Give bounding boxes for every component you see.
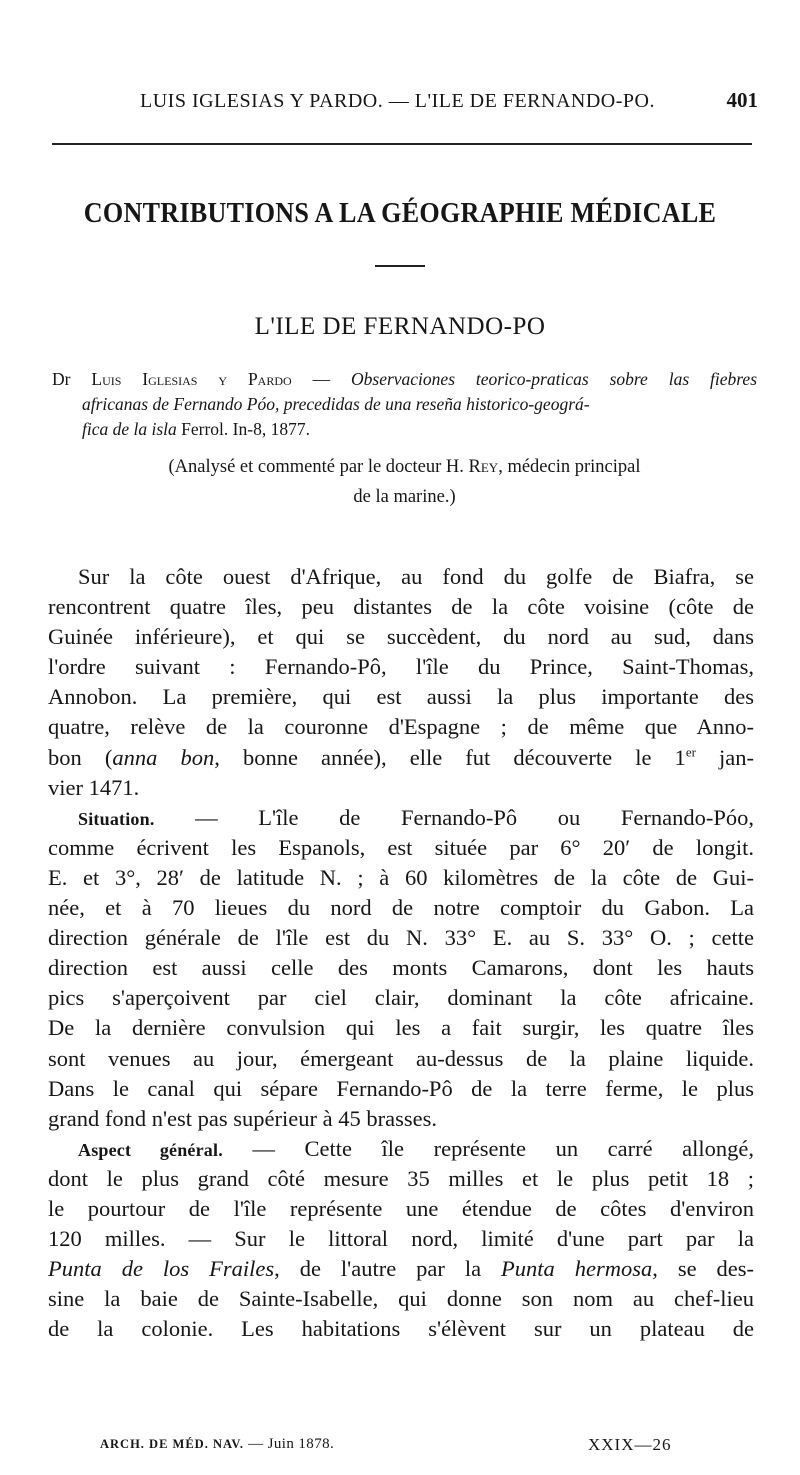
analysis-line: de la marine.) xyxy=(353,487,456,507)
footer-journal: ARCH. DE MÉD. NAV. — Juin 1878. xyxy=(100,1436,335,1452)
text-line: direction générale de l'île est du N. 33° E. au S. 33° O. ; cette xyxy=(48,925,754,951)
reference-line: Dr Luis Iglesias y Pardo — Observaciones teorico-praticas sobre las fiebres xyxy=(52,369,758,389)
analysis-line: (Analysé et commenté par le docteur H. Rey, médecin principal xyxy=(168,457,641,477)
page-number: 401 xyxy=(726,88,758,112)
text-line: le pourtour de l'île représente une étendue de côtes d'environ xyxy=(48,1195,754,1221)
text-line: Annobon. La première, qui est aussi la plus importante des xyxy=(48,684,754,710)
text-line: Punta de los Frailes, de l'autre par la Punta hermosa, se des- xyxy=(48,1256,755,1282)
section-lead-aspect: Aspect général. xyxy=(78,1139,223,1160)
text-line: E. et 3°, 28′ de latitude N. ; à 60 kilomètres de la côte de Gui- xyxy=(48,864,754,890)
text-line: l'ordre suivant : Fernando-Pô, l'île du Prince, Saint-Thomas, xyxy=(48,654,754,680)
article-title: CONTRIBUTIONS A LA GÉOGRAPHIE MÉDICALE xyxy=(83,197,717,229)
text-line: née, et à 70 lieues du nord de notre comptoir du Gabon. La xyxy=(48,895,754,921)
reference-line: africanas de Fernando Póo, precedidas de una reseña historico-geográ- xyxy=(82,394,590,414)
text-line: rencontrent quatre îles, peu distantes de la côte voisine (côte de xyxy=(48,594,754,620)
text-line: Sur la côte ouest d'Afrique, au fond du golfe de Biafra, se xyxy=(78,564,754,589)
title-divider xyxy=(375,265,425,267)
reference-work-title: Observaciones teorico-praticas sobre las fiebres xyxy=(351,369,758,389)
text-line: sont venues au jour, émergeant au-dessus de la plaine liquide. xyxy=(48,1045,754,1071)
reference-author: Luis Iglesias y Pardo xyxy=(91,369,292,389)
running-head: LUIS IGLESIAS Y PARDO. — L'ILE DE FERNANDO-PO. xyxy=(140,90,655,112)
reference-publication: Ferrol. In-8, 1877. xyxy=(176,419,310,439)
text-line: direction est aussi celle des monts Camarons, dont les hauts xyxy=(48,955,754,981)
section-lead-situation: Situation. xyxy=(78,808,155,829)
bibliographic-reference xyxy=(52,367,757,442)
text-line: De la dernière convulsion qui les a fait surgir, les quatre îles xyxy=(48,1015,754,1041)
article-subtitle: L'ILE DE FERNANDO-PO xyxy=(254,313,546,340)
text-line: de la colonie. Les habitations s'élèvent sur un plateau de xyxy=(48,1316,754,1342)
text-line: Dans le canal qui sépare Fernando-Pô de la terre ferme, le plus xyxy=(48,1075,754,1101)
text-line: Aspect général. — Cette île représente un carré allongé, xyxy=(78,1135,754,1161)
text-line: 120 milles. — Sur le littoral nord, limité d'une part par la xyxy=(48,1226,754,1252)
footer-signature: XXIX—26 xyxy=(588,1435,672,1454)
text-line: dont le plus grand côté mesure 35 milles et le plus petit 18 ; xyxy=(48,1165,754,1191)
text-line: vier 1471. xyxy=(48,774,140,800)
header-rule xyxy=(52,143,752,145)
text-line: sine la baie de Sainte-Isabelle, qui donne son nom au chef-lieu xyxy=(48,1286,754,1312)
text-line: Guinée inférieure), et qui se succèdent, du nord au sud, dans xyxy=(48,624,754,650)
analysis-note xyxy=(52,452,757,512)
text-line: grand fond n'est pas supérieur à 45 brasses. xyxy=(48,1105,437,1131)
text-line: bon (anna bon, bonne année), elle fut découverte le 1er jan- xyxy=(48,744,755,770)
reviewer-name: Rey xyxy=(468,457,499,477)
text-line: quatre, relève de la couronne d'Espagne ; de même que Anno- xyxy=(48,714,754,740)
reference-prefix: Dr xyxy=(52,369,71,389)
text-line: pics s'aperçoivent par ciel clair, dominant la côte africaine. xyxy=(48,985,754,1011)
article-body xyxy=(48,562,754,1344)
text-line: Situation. — L'île de Fernando-Pô ou Fernando-Póo, xyxy=(78,804,754,830)
text-line: comme écrivent les Espanols, est située par 6° 20′ de longit. xyxy=(48,834,754,860)
reference-line: fica de la isla Ferrol. In-8, 1877. xyxy=(82,419,310,439)
